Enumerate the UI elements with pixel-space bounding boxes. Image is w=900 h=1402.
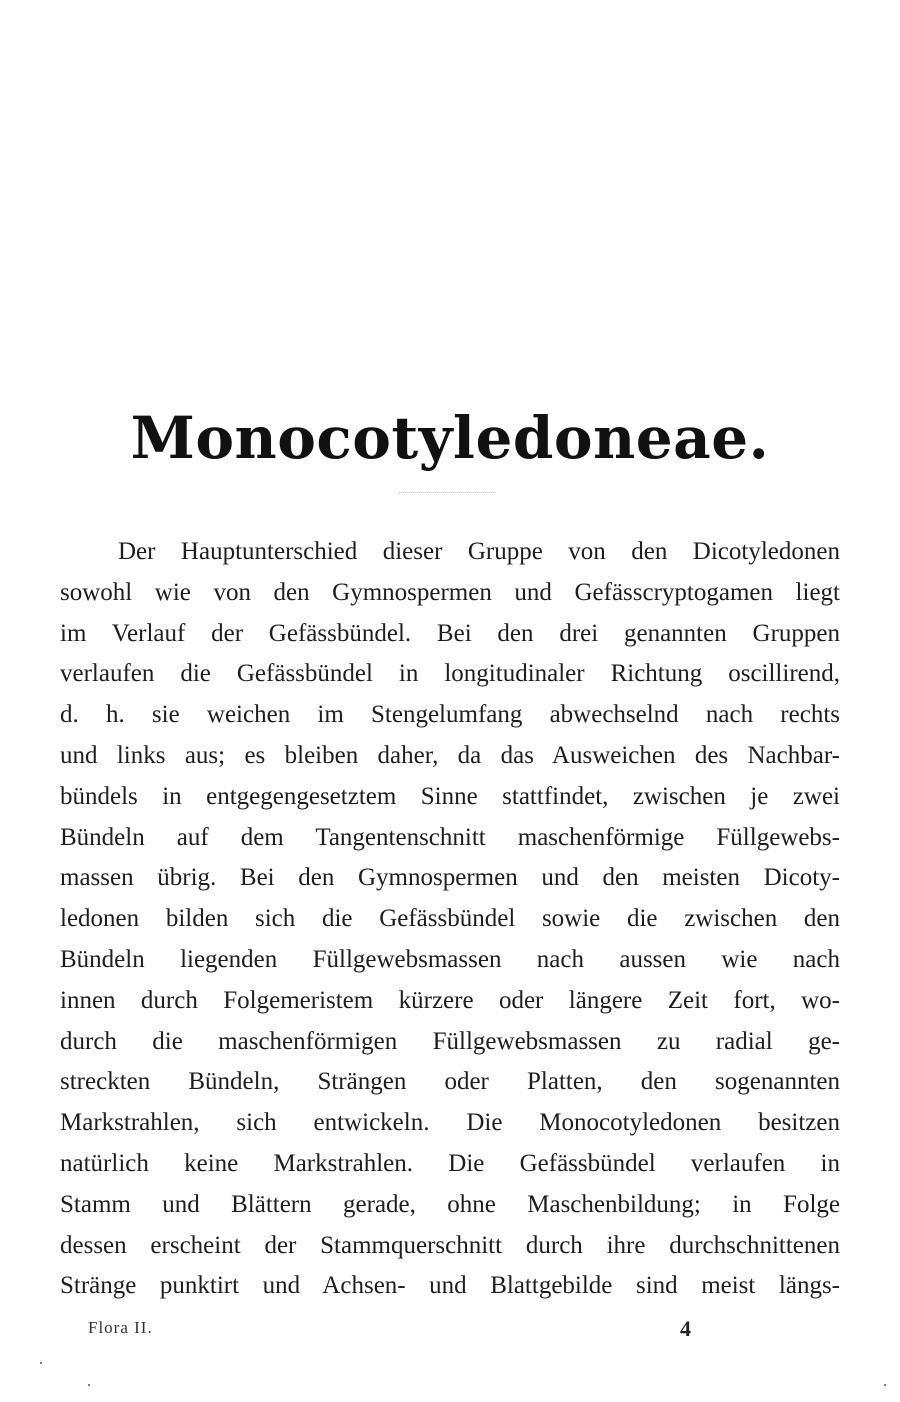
- ink-speck: [40, 1362, 42, 1364]
- ink-speck: [884, 1384, 886, 1386]
- text-line: durch die maschenförmigen Füllgewebsmassen zu radial ge-: [60, 1027, 840, 1055]
- text-line: und links aus; es bleiben daher, da das Ausweichen des Nachbar-: [60, 741, 840, 769]
- text-line: d. h. sie weichen im Stengelumfang abwechselnd nach rechts: [60, 701, 840, 729]
- text-line: ledonen bilden sich die Gefässbündel sowie die zwischen den: [60, 905, 840, 933]
- text-line: innen durch Folgemeristem kürzere oder längere Zeit fort, wo-: [60, 986, 840, 1014]
- printer-signature: Flora II.: [88, 1318, 153, 1337]
- page-number: 4: [680, 1316, 691, 1341]
- text-line: Der Hauptunterschied dieser Gruppe von den Dicotyledonen: [118, 538, 840, 565]
- text-line: Markstrahlen, sich entwickeln. Die Monocotyledonen besitzen: [60, 1109, 840, 1137]
- text-line: streckten Bündeln, Strängen oder Platten, den sogenannten: [60, 1068, 840, 1096]
- body-paragraph: [60, 532, 840, 1307]
- page-footer: [0, 1316, 900, 1346]
- text-line: sowohl wie von den Gymnospermen und Gefässcryptogamen liegt: [60, 578, 840, 606]
- text-line: natürlich keine Markstrahlen. Die Gefässbündel verlaufen in: [60, 1149, 840, 1177]
- heading-rule: [398, 492, 496, 493]
- text-line: Stränge punktirt und Achsen- und Blattgebilde sind meist längs-: [60, 1272, 840, 1300]
- text-line: massen übrig. Bei den Gymnospermen und den meisten Dicoty-: [60, 864, 840, 892]
- text-line: Bündeln liegenden Füllgewebsmassen nach aussen wie nach: [60, 945, 840, 973]
- text-line: im Verlauf der Gefässbündel. Bei den drei genannten Gruppen: [60, 619, 840, 647]
- ink-speck: [88, 1384, 90, 1386]
- text-line: verlaufen die Gefässbündel in longitudinaler Richtung oscillirend,: [60, 660, 840, 688]
- text-line: dessen erscheint der Stammquerschnitt durch ihre durchschnittenen: [60, 1231, 840, 1259]
- text-line: Bündeln auf dem Tangentenschnitt maschenförmige Füllgewebs-: [60, 823, 840, 851]
- text-line: bündels in entgegengesetztem Sinne stattfindet, zwischen je zwei: [60, 782, 840, 810]
- page-heading: Monocotyledoneae.: [130, 404, 770, 472]
- text-line: Stamm und Blättern gerade, ohne Maschenbildung; in Folge: [60, 1190, 840, 1218]
